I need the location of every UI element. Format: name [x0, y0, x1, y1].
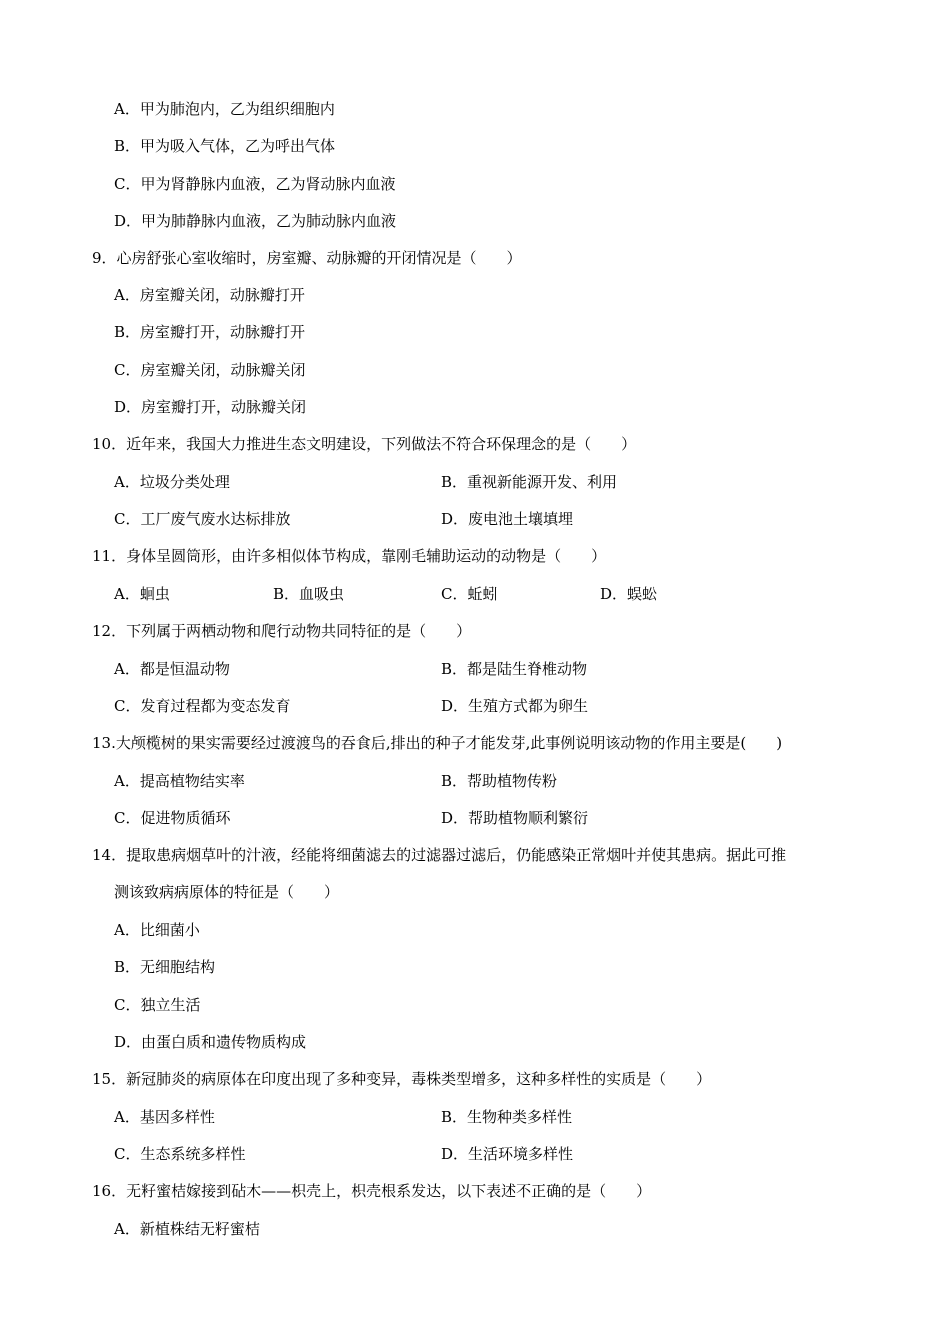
- q14-stem-line2: 测该致病病原体的特征是（ ）: [114, 883, 340, 901]
- q10-option-d: D．废电池土壤填埋: [441, 510, 574, 528]
- q13-option-d: D．帮助植物顺利繁衍: [441, 809, 589, 827]
- q13-option-b: B．帮助植物传粉: [441, 772, 558, 790]
- q9-option-b: B．房室瓣打开，动脉瓣打开: [114, 323, 306, 341]
- q11-option-c: C．蚯蚓: [441, 585, 498, 603]
- q14-option-b: B．无细胞结构: [114, 958, 216, 976]
- q15-option-a: A．基因多样性: [114, 1108, 215, 1126]
- q9-option-c: C．房室瓣关闭，动脉瓣关闭: [114, 361, 306, 379]
- q12-stem: 12．下列属于两栖动物和爬行动物共同特征的是（ ）: [92, 622, 472, 640]
- q16-stem: 16．无籽蜜桔嫁接到砧木——枳壳上，枳壳根系发达，以下表述不正确的是（ ）: [92, 1182, 652, 1200]
- q14-stem-line1: 14．提取患病烟草叶的汁液，经能将细菌滤去的过滤器过滤后，仍能感染正常烟叶并使其患病。据此可推: [92, 846, 787, 864]
- q8-option-d: D．甲为肺静脉内血液，乙为肺动脉内血液: [114, 212, 397, 230]
- q8-option-b: B．甲为吸入气体，乙为呼出气体: [114, 137, 336, 155]
- q14-option-d: D．由蛋白质和遗传物质构成: [114, 1033, 307, 1051]
- q16-option-a: A．新植株结无籽蜜桔: [114, 1220, 260, 1238]
- q10-stem: 10．近年来，我国大力推进生态文明建设，下列做法不符合环保理念的是（ ）: [92, 435, 637, 453]
- q13-stem: 13.大颅榄树的果实需要经过渡渡鸟的吞食后,排出的种子才能发芽,此事例说明该动物的作用主要是( ): [92, 734, 783, 752]
- q15-option-d: D．生活环境多样性: [441, 1145, 574, 1163]
- q11-option-d: D．蜈蚣: [600, 585, 658, 603]
- q8-option-a: A．甲为肺泡内，乙为组织细胞内: [114, 100, 335, 118]
- q12-option-c: C．发育过程都为变态发育: [114, 697, 291, 715]
- q14-option-c: C．独立生活: [114, 996, 201, 1014]
- q15-stem: 15．新冠肺炎的病原体在印度出现了多种变异，毒株类型增多，这种多样性的实质是（ ）: [92, 1070, 712, 1088]
- q13-option-a: A．提高植物结实率: [114, 772, 245, 790]
- q15-option-b: B．生物种类多样性: [441, 1108, 573, 1126]
- q9-option-a: A．房室瓣关闭，动脉瓣打开: [114, 286, 305, 304]
- q11-option-a: A．蛔虫: [114, 585, 170, 603]
- q12-option-b: B．都是陆生脊椎动物: [441, 660, 588, 678]
- q12-option-d: D．生殖方式都为卵生: [441, 697, 589, 715]
- q12-option-a: A．都是恒温动物: [114, 660, 230, 678]
- q10-option-c: C．工厂废气废水达标排放: [114, 510, 291, 528]
- q9-stem: 9．心房舒张心室收缩时，房室瓣、动脉瓣的开闭情况是（ ）: [92, 249, 522, 267]
- q8-option-c: C．甲为肾静脉内血液，乙为肾动脉内血液: [114, 175, 396, 193]
- q15-option-c: C．生态系统多样性: [114, 1145, 246, 1163]
- q10-option-a: A．垃圾分类处理: [114, 473, 230, 491]
- q11-stem: 11．身体呈圆筒形，由许多相似体节构成，靠刚毛辅助运动的动物是（ ）: [92, 547, 607, 565]
- q13-option-c: C．促进物质循环: [114, 809, 231, 827]
- q11-option-b: B．血吸虫: [273, 585, 345, 603]
- q10-option-b: B．重视新能源开发、利用: [441, 473, 618, 491]
- q9-option-d: D．房室瓣打开，动脉瓣关闭: [114, 398, 307, 416]
- q14-option-a: A．比细菌小: [114, 921, 200, 939]
